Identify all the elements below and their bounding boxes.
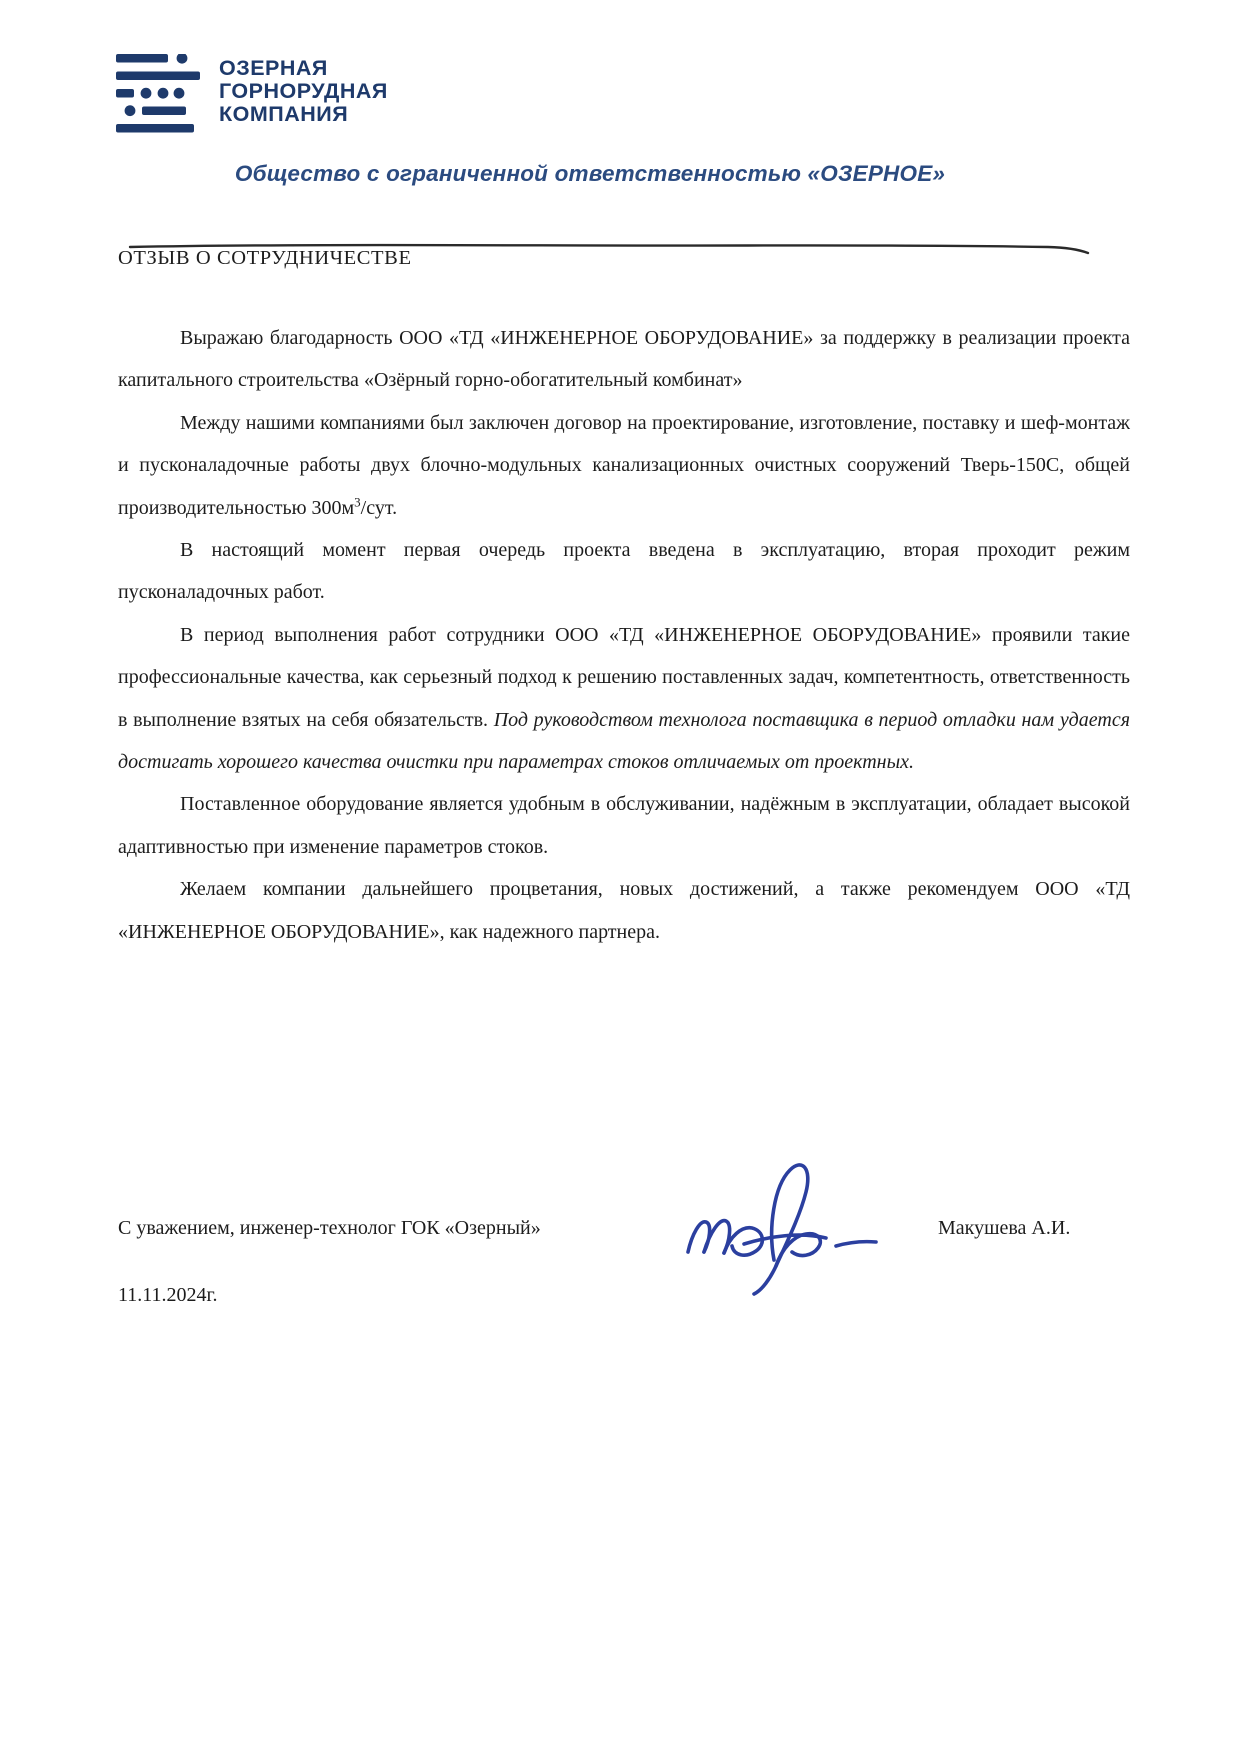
paragraph-4 — [118, 614, 1130, 784]
superscript-3: 3 — [354, 493, 361, 509]
paragraph-2-text: Между нашими компаниями был заключен договор на проектирование, изготовление, поставку и шеф-монтаж и пусконаладочные работы двух блочно-модульных канализационных очистных сооружений Тверь-150С, общей производительностью 300м — [118, 411, 1130, 519]
paragraph-5 — [118, 783, 1130, 868]
letter-body — [118, 317, 1130, 953]
paragraph-4-text: В период выполнения работ сотрудники ООО «ТД «ИНЖЕНЕРНОЕ ОБОРУДОВАНИЕ» проявили такие профессиональные качества, как серьезный подход к решению поставленных задач, компетентность, ответственность в выполнение взятых на себя обязательств. — [118, 623, 1130, 731]
company-logo — [116, 54, 388, 134]
logo-mark-icon — [116, 54, 202, 134]
paragraph-4-italic: Под руководством технолога поставщика в период отладки нам удается достигать хорошего качества очистки при параметрах стоков отличаемых от проектных. — [118, 708, 1130, 774]
logo-line-3: КОМПАНИЯ — [219, 102, 349, 127]
org-title: Общество с ограниченной ответственностью «ОЗЕРНОЕ» — [234, 161, 946, 186]
document-heading: ОТЗЫВ О СОТРУДНИЧЕСТВЕ — [118, 247, 412, 269]
paragraph-6-text: Желаем компании дальнейшего процветания, новых достижений, а также рекомендуем ООО «ТД «ИНЖЕНЕРНОЕ ОБОРУДОВАНИЕ», как надежного партнера. — [118, 878, 1130, 943]
handwritten-signature — [678, 1148, 908, 1298]
signature-name: Макушева А.И. — [938, 1217, 1071, 1239]
paragraph-5-text: Поставленное оборудование является удобным в обслуживании, надёжным в эксплуатации, обладает высокой адаптивностью при изменение параметров стоков. — [118, 793, 1130, 858]
logo-text — [219, 54, 388, 127]
paragraph-1-text: Выражаю благодарность ООО «ТД «ИНЖЕНЕРНОЕ ОБОРУДОВАНИЕ» за поддержку в реализации проекта капитального строительства «Озёрный горно-обогатительный комбинат» — [118, 327, 1130, 392]
paragraph-2 — [118, 402, 1130, 529]
signature-date: 11.11.2024г. — [118, 1284, 218, 1306]
paragraph-1 — [118, 317, 1130, 402]
paragraph-3-text: В настоящий момент первая очередь проекта введена в эксплуатацию, вторая проходит режим пусконаладочных работ. — [118, 539, 1130, 604]
paragraph-6 — [118, 868, 1130, 953]
logo-line-2: ГОРНОРУДНАЯ — [219, 79, 388, 104]
paragraph-3 — [118, 529, 1130, 614]
signature-closing: С уважением, инженер-технолог ГОК «Озерный» — [118, 1217, 541, 1239]
logo-line-1: ОЗЕРНАЯ — [219, 56, 328, 80]
paragraph-2-tail: /сут. — [360, 496, 398, 519]
